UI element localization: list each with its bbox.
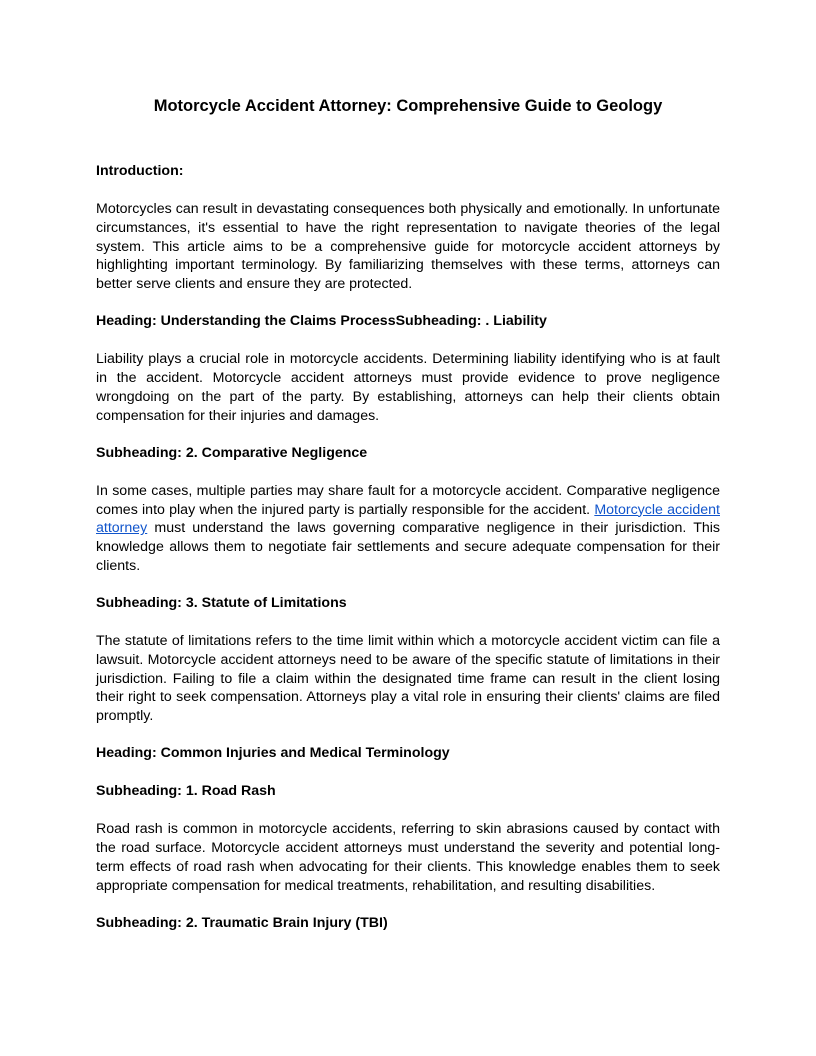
statute-of-limitations-heading: Subheading: 3. Statute of Limitations [96,595,347,611]
liability-paragraph: Liability plays a crucial role in motorcycle accidents. Determining liability identifying who is at fault in the accident. Motorcycle accident attorneys must provide evidence to prove negligence wrongdoing on the part of the party. By establishing, attorneys can help their clients obtain compensation for their injuries and damages. [96,351,720,424]
claims-process-heading: Heading: Understanding the Claims ProcessSubheading: . Liability [96,313,547,330]
document-title: Motorcycle Accident Attorney: Comprehensive Guide to Geology [153,97,663,115]
introduction-paragraph: Motorcycles can result in devastating consequences both physically and emotionally. In unfortunate circumstances, it's essential to have the right representation to navigate theories of the legal system. This article aims to be a comprehensive guide for motorcycle accident attorneys by highlighting important terminology. By familiarizing themselves with these terms, attorneys can better serve clients and ensure they are protected. [96,201,720,292]
road-rash-paragraph: Road rash is common in motorcycle accidents, referring to skin abrasions caused by contact with the road surface. Motorcycle accident attorneys must understand the severity and potential long-term effects of road rash when advocating for their clients. This knowledge enables them to seek appropriate compensation for medical treatments, rehabilitation, and resulting disabilities. [96,821,720,894]
comparative-negligence-heading: Subheading: 2. Comparative Negligence [96,444,368,461]
comparative-negligence-text-after: must understand the laws governing comparative negligence in their jurisdiction. This knowledge allows them to negotiate fair settlements and secure adequate compensation for their clients. [96,520,720,574]
comparative-negligence-text-before: In some cases, multiple parties may share fault for a motorcycle accident. Comparative negligence comes into play when the injured party is partially responsible for the accident. [96,482,720,518]
tbi-heading: Subheading: 2. Traumatic Brain Injury (TBI) [96,914,388,931]
introduction-heading: Introduction: [96,163,184,179]
road-rash-heading: Subheading: 1. Road Rash [96,783,276,800]
common-injuries-heading: Heading: Common Injuries and Medical Terminology [96,745,450,762]
comparative-negligence-paragraph [96,482,720,576]
document-page [96,94,720,952]
statute-of-limitations-paragraph: The statute of limitations refers to the time limit within which a motorcycle accident victim can file a lawsuit. Motorcycle accident attorneys need to be aware of the specific statute of limitations in their jurisdiction. Failing to file a claim within the designated time frame can result in the client losing their right to seek compensation. Attorneys play a vital role in ensuring their clients' claims are filed promptly. [96,633,720,724]
motorcycle-accident-attorney-link[interactable]: Motorcycle accident attorney [96,501,720,537]
